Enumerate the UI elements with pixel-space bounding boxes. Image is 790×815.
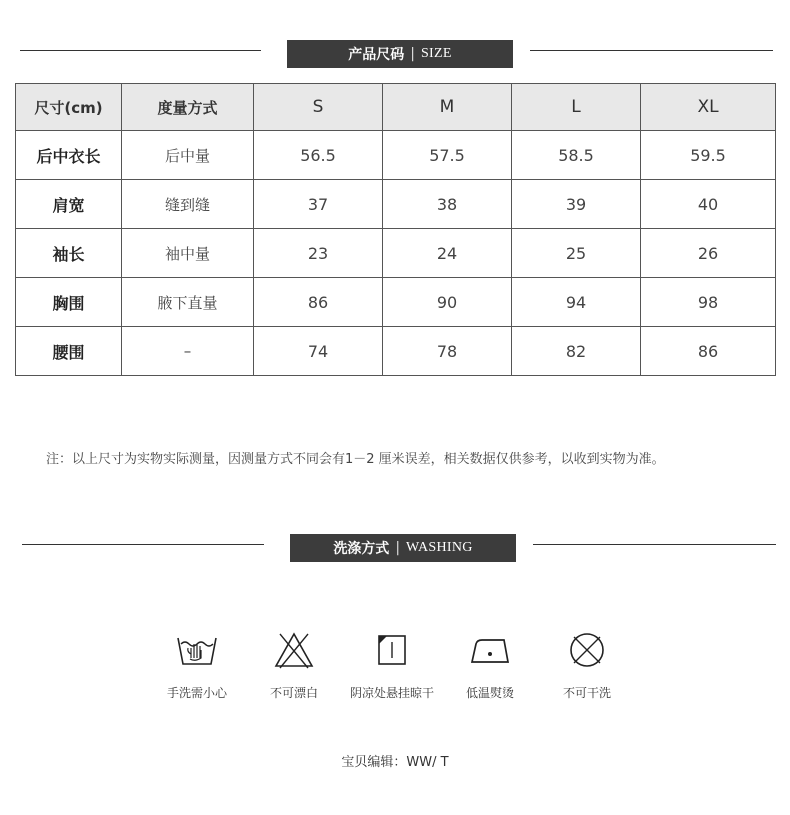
cell-value: 98 [641,278,776,327]
size-section-title [287,40,513,68]
cell-value: 86 [641,327,776,376]
row-method: 袖中量 [122,229,254,278]
no-bleach-icon [272,630,316,670]
row-method: 腋下直量 [122,278,254,327]
table-row [16,131,776,180]
cell-value: 25 [512,229,641,278]
header-size-l: L [512,84,641,131]
header-size-m: M [383,84,512,131]
cell-value: 38 [383,180,512,229]
cell-value: 39 [512,180,641,229]
size-table [15,83,776,376]
divider-line [22,544,264,545]
header-size-cm: 尺寸(cm) [16,84,122,131]
washing-title-cn: 洗涤方式 [333,541,390,557]
hand-wash-icon [175,630,219,670]
header-size-xl: XL [641,84,776,131]
header-method: 度量方式 [122,84,254,131]
wash-item-hand-wash [147,630,247,701]
row-method: 后中量 [122,131,254,180]
row-part: 袖长 [16,229,122,278]
cell-value: 58.5 [512,131,641,180]
washing-section-title [290,534,516,562]
table-row [16,278,776,327]
table-row [16,327,776,376]
row-part: 胸围 [16,278,122,327]
row-part: 后中衣长 [16,131,122,180]
washing-section-header [0,534,790,562]
size-title-en: SIZE [420,46,452,61]
wash-item-no-bleach [244,630,344,701]
size-section-header [0,40,790,68]
divider-line [530,50,773,51]
cell-value: 56.5 [254,131,383,180]
table-header-row [16,84,776,131]
washing-title-en: WASHING [406,540,473,555]
cell-value: 78 [383,327,512,376]
cell-value: 23 [254,229,383,278]
cell-value: 24 [383,229,512,278]
header-size-s: S [254,84,383,131]
row-method: – [122,327,254,376]
measurement-note: 注：以上尺寸为实物实际测量，因测量方式不同会有1－2 厘米误差，相关数据仅供参考，以收到实物为准。 [46,452,665,467]
wash-item-shade-hang-dry [342,630,442,701]
cell-value: 74 [254,327,383,376]
divider-line [20,50,261,51]
cell-value: 57.5 [383,131,512,180]
wash-label: 手洗需小心 [166,686,227,700]
cell-value: 40 [641,180,776,229]
cell-value: 86 [254,278,383,327]
wash-label: 低温熨烫 [465,686,514,700]
size-title-cn: 产品尺码 [348,47,405,63]
cell-value: 26 [641,229,776,278]
table-row [16,180,776,229]
row-part: 肩宽 [16,180,122,229]
shade-hang-dry-icon [370,630,414,670]
divider-line [533,544,776,545]
low-iron-icon [468,630,512,670]
cell-value: 94 [512,278,641,327]
wash-item-no-dry-clean [537,630,637,701]
cell-value: 90 [383,278,512,327]
wash-label: 不可漂白 [269,686,318,700]
wash-label: 阴凉处悬挂晾干 [349,686,434,700]
title-separator: | [395,540,401,556]
product-editor-credit: 宝贝编辑：WW/ T [341,755,449,770]
cell-value: 59.5 [641,131,776,180]
cell-value: 37 [254,180,383,229]
wash-label: 不可干洗 [562,686,611,700]
title-separator: | [410,46,415,62]
row-part: 腰围 [16,327,122,376]
table-row [16,229,776,278]
no-dry-clean-icon [565,630,609,670]
row-method: 缝到缝 [122,180,254,229]
wash-item-low-iron [440,630,540,701]
cell-value: 82 [512,327,641,376]
